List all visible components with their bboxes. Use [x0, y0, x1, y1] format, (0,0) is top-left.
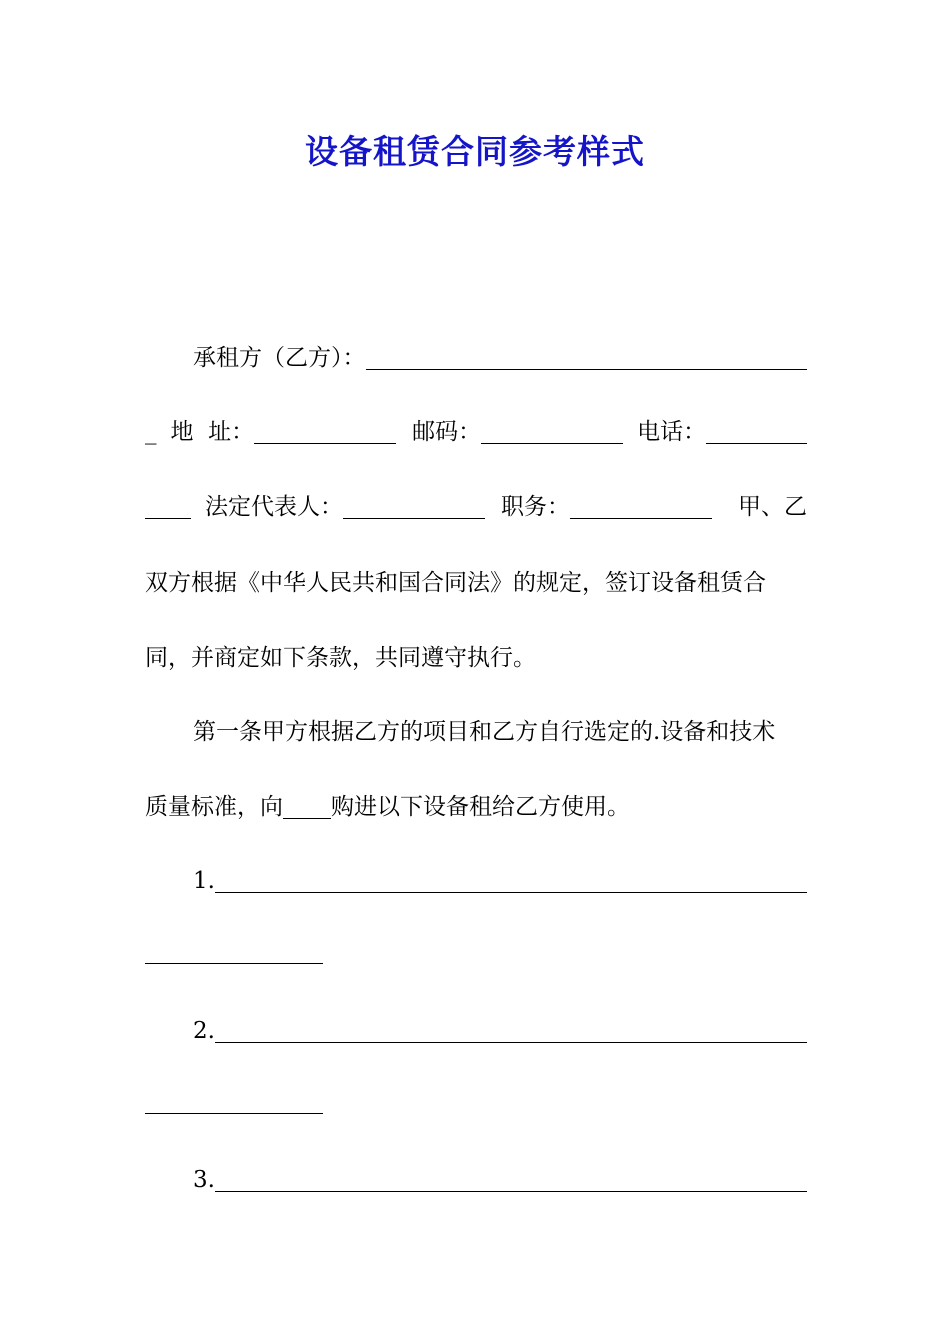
intro-line2	[145, 565, 807, 601]
phone-blank-continued[interactable]	[145, 492, 191, 519]
address-line	[145, 414, 807, 450]
supplier-blank[interactable]	[283, 792, 331, 819]
lessee-label: 承租方（乙方）：	[193, 345, 366, 371]
intro-text-3: 同，并商定如下条款，共同遵守执行。	[145, 645, 536, 671]
intro-line3	[145, 640, 807, 676]
item-2-blank[interactable]	[215, 1016, 807, 1043]
document-title: 设备租赁合同参考样式	[305, 132, 645, 171]
item-1-number: 1.	[193, 868, 215, 894]
phone-label: 电话：	[637, 419, 707, 445]
item-3-number: 3.	[193, 1167, 215, 1193]
address-blank[interactable]	[254, 417, 396, 444]
address-label: 地 址：	[170, 419, 255, 445]
article1-line2	[145, 789, 807, 825]
item-1-blank[interactable]	[215, 866, 807, 893]
item-2-blank-continued[interactable]	[145, 1087, 323, 1114]
position-label: 职务：	[501, 494, 570, 520]
lessee-line	[145, 340, 807, 376]
address-prefix: _	[145, 419, 157, 445]
zip-label: 邮码：	[412, 419, 482, 445]
intro-text-2: 双方根据《中华人民共和国合同法》的规定，签订设备租赁合	[145, 570, 766, 596]
intro-line1-end: 甲、乙	[738, 494, 807, 520]
legal-rep-line	[145, 489, 807, 525]
lessee-blank[interactable]	[366, 343, 808, 370]
item-2-continuation	[145, 1087, 807, 1120]
article1-text-2b: 购进以下设备租给乙方使用。	[331, 794, 630, 820]
item-1-line	[145, 863, 807, 899]
item-1-blank-continued[interactable]	[145, 937, 323, 964]
article1-line1	[145, 714, 807, 750]
item-3-line	[145, 1162, 807, 1198]
legal-rep-label: 法定代表人：	[205, 494, 343, 520]
item-3-blank[interactable]	[215, 1165, 807, 1192]
legal-rep-blank[interactable]	[343, 492, 485, 519]
item-1-continuation	[145, 937, 807, 970]
article1-text-2a: 质量标准，向	[145, 794, 283, 820]
position-blank[interactable]	[570, 492, 712, 519]
article1-text-1: 第一条甲方根据乙方的项目和乙方自行选定的.设备和技术	[193, 719, 776, 745]
item-2-number: 2.	[193, 1018, 215, 1044]
zip-blank[interactable]	[481, 417, 623, 444]
item-2-line	[145, 1013, 807, 1049]
phone-blank[interactable]	[706, 417, 807, 444]
